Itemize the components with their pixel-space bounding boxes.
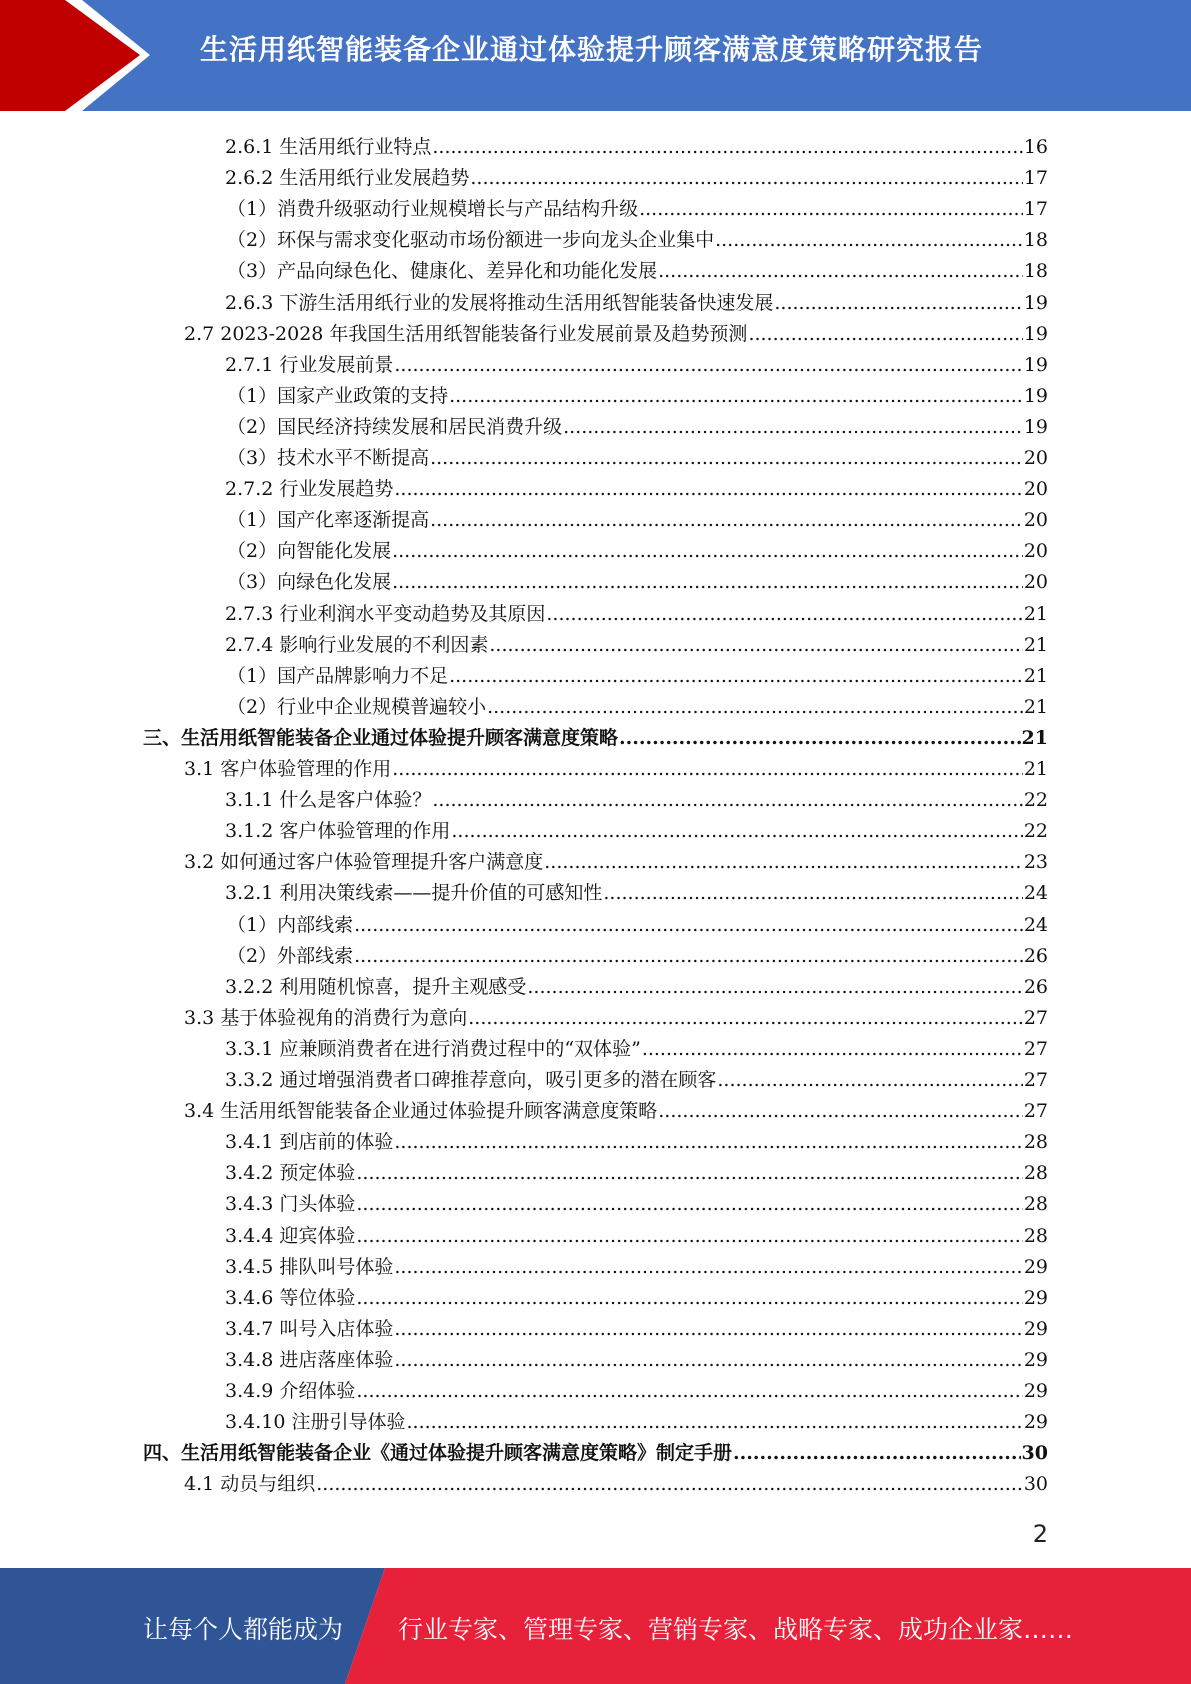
toc-leader-dots	[356, 1161, 1022, 1185]
toc-leader-dots	[394, 353, 1022, 377]
toc-entry[interactable]	[225, 626, 1048, 657]
toc-leader-dots	[356, 1379, 1022, 1403]
toc-entry-page: 23	[1023, 851, 1048, 874]
toc-entry[interactable]	[227, 937, 1048, 968]
toc-entry[interactable]	[225, 470, 1048, 501]
toc-entry-page: 29	[1023, 1286, 1048, 1309]
toc-leader-dots	[546, 602, 1022, 626]
toc-entry-label: 3.4.5 排队叫号体验	[225, 1255, 394, 1278]
toc-entry-page: 20	[1023, 478, 1048, 501]
toc-entry-label: （1）国家产业政策的支持	[227, 384, 449, 407]
toc-leader-dots	[356, 1192, 1022, 1216]
toc-entry[interactable]	[225, 1123, 1048, 1154]
toc-entry-page: 20	[1023, 540, 1048, 563]
toc-entry-label: （2）行业中企业规模普遍较小	[227, 695, 487, 718]
toc-entry-label: 2.7.3 行业利润水平变动趋势及其原因	[225, 602, 546, 625]
toc-entry-page: 29	[1023, 1411, 1048, 1434]
toc-entry-label: （2）国民经济持续发展和居民消费升级	[227, 415, 563, 438]
toc-leader-dots	[392, 757, 1023, 781]
toc-entry-page: 29	[1023, 1380, 1048, 1402]
toc-entry-label: 2.6.2 生活用纸行业发展趋势	[225, 167, 470, 190]
toc-leader-dots	[733, 1441, 1021, 1465]
toc-leader-dots	[432, 788, 1022, 812]
toc-entry-page: 30	[1021, 1442, 1048, 1465]
toc-entry-page: 27	[1023, 1069, 1048, 1091]
toc-entry-page: 21	[1023, 695, 1048, 718]
toc-entry-page: 21	[1023, 602, 1048, 625]
toc-entry-label: 3.2.1 利用决策线索——提升价值的可感知性	[225, 882, 603, 905]
toc-entry-page: 18	[1023, 229, 1048, 252]
toc-entry-page: 28	[1023, 1131, 1048, 1154]
toc-entry[interactable]	[143, 1434, 1048, 1465]
toc-entry[interactable]	[227, 688, 1048, 719]
toc-entry-label: （2）环保与需求变化驱动市场份额进一步向龙头企业集中	[227, 229, 715, 252]
toc-entry-label: （2）向智能化发展	[227, 540, 392, 563]
toc-entry-label: 3.3.1 应兼顾消费者在进行消费过程中的“双体验”	[225, 1037, 641, 1060]
toc-entry-page: 20	[1023, 509, 1048, 532]
toc-leader-dots	[449, 384, 1023, 408]
toc-entry-page: 29	[1023, 1348, 1048, 1371]
toc-leader-dots	[639, 197, 1023, 221]
toc-entry[interactable]	[225, 1372, 1048, 1403]
toc-entry-page: 22	[1023, 820, 1048, 843]
toc-entry[interactable]	[225, 874, 1048, 905]
toc-entry-label: 3.4 生活用纸智能装备企业通过体验提升顾客满意度策略	[184, 1100, 658, 1123]
toc-entry[interactable]	[225, 284, 1048, 315]
toc-entry-page: 27	[1023, 1037, 1048, 1060]
toc-entry[interactable]	[227, 439, 1048, 470]
toc-entry-page: 19	[1023, 353, 1048, 376]
toc-entry-label: 四、生活用纸智能装备企业《通过体验提升顾客满意度策略》制定手册	[143, 1442, 733, 1465]
toc-leader-dots	[717, 1068, 1022, 1092]
toc-entry[interactable]	[227, 252, 1048, 283]
toc-entry[interactable]	[227, 408, 1048, 439]
toc-leader-dots	[642, 1037, 1023, 1061]
toc-entry-page: 19	[1023, 415, 1048, 438]
toc-leader-dots	[451, 819, 1022, 843]
toc-leader-dots	[356, 1224, 1022, 1248]
toc-entry-label: （1）国产品牌影响力不足	[227, 664, 449, 687]
toc-leader-dots	[394, 477, 1022, 501]
toc-entry-label: 3.4.9 介绍体验	[225, 1380, 356, 1402]
toc-leader-dots	[432, 135, 1022, 159]
toc-entry-label: 3.3.2 通过增强消费者口碑推荐意向，吸引更多的潜在顾客	[225, 1069, 717, 1091]
toc-entry-label: （3）向绿色化发展	[227, 571, 392, 594]
toc-entry-page: 22	[1023, 789, 1048, 812]
toc-leader-dots	[394, 1130, 1022, 1154]
toc-leader-dots	[392, 570, 1023, 594]
toc-leader-dots	[748, 322, 1022, 346]
page-header	[0, 0, 1191, 111]
toc-entry-page: 19	[1023, 322, 1048, 345]
toc-entry-page: 21	[1023, 633, 1048, 656]
toc-entry-page: 24	[1023, 882, 1048, 905]
header-arrow-icon	[0, 0, 200, 111]
toc-entry-label: 3.4.6 等位体验	[225, 1286, 356, 1309]
toc-entry-label: 4.1 动员与组织	[184, 1473, 316, 1496]
toc-entry[interactable]	[225, 128, 1048, 159]
toc-entry[interactable]	[225, 595, 1048, 626]
toc-entry-label: 3.2 如何通过客户体验管理提升客户满意度	[184, 851, 544, 874]
toc-entry-label: 2.6.1 生活用纸行业特点	[225, 136, 432, 158]
toc-entry-label: 3.2.2 利用随机惊喜，提升主观感受	[225, 975, 527, 998]
toc-leader-dots	[354, 913, 1023, 937]
toc-entry-label: （1）消费升级驱动行业规模增长与产品结构升级	[227, 198, 639, 221]
toc-entry[interactable]	[227, 906, 1048, 937]
toc-entry-page: 29	[1023, 1255, 1048, 1278]
toc-entry-page: 21	[1023, 758, 1048, 780]
toc-entry-label: 3.4.2 预定体验	[225, 1162, 356, 1185]
page-footer	[0, 1568, 1191, 1684]
toc-leader-dots	[394, 1255, 1022, 1279]
toc-entry[interactable]	[184, 843, 1048, 874]
toc-entry-label: （3）产品向绿色化、健康化、差异化和功能化发展	[227, 260, 658, 283]
toc-entry-page: 16	[1023, 136, 1048, 158]
toc-entry-page: 17	[1023, 167, 1048, 190]
toc-entry-page: 21	[1021, 726, 1048, 749]
toc-entry-label: 3.4.3 门头体验	[225, 1193, 356, 1216]
toc-leader-dots	[356, 1286, 1022, 1310]
toc-leader-dots	[394, 1317, 1022, 1341]
toc-entry-label: 2.6.3 下游生活用纸行业的发展将推动生活用纸智能装备快速发展	[225, 291, 774, 314]
toc-leader-dots	[354, 944, 1023, 968]
toc-entry[interactable]	[225, 1217, 1048, 1248]
toc-entry[interactable]	[225, 1341, 1048, 1372]
toc-entry[interactable]	[184, 750, 1048, 781]
toc-leader-dots	[715, 228, 1023, 252]
toc-entry-label: 2.7 2023-2028 年我国生活用纸智能装备行业发展前景及趋势预测	[184, 322, 748, 345]
toc-leader-dots	[527, 975, 1022, 999]
toc-leader-dots	[487, 695, 1023, 719]
toc-entry-label: 3.3 基于体验视角的消费行为意向	[184, 1006, 468, 1029]
toc-entry-label: （3）技术水平不断提高	[227, 447, 430, 469]
toc-entry[interactable]	[227, 532, 1048, 563]
toc-entry-page: 28	[1023, 1224, 1048, 1247]
toc-entry-label: （2）外部线索	[227, 944, 354, 967]
toc-entry[interactable]	[227, 190, 1048, 221]
toc-entry-label: 3.1.2 客户体验管理的作用	[225, 820, 451, 843]
toc-entry-page: 20	[1023, 447, 1048, 469]
toc-entry-label: 3.1.1 什么是客户体验？	[225, 789, 432, 812]
toc-leader-dots	[449, 664, 1023, 688]
toc-entry[interactable]	[227, 221, 1048, 252]
toc-entry[interactable]	[184, 315, 1048, 346]
toc-entry-label: 2.7.1 行业发展前景	[225, 353, 394, 376]
page-number: 2	[1032, 1520, 1048, 1548]
toc-entry[interactable]	[184, 1465, 1048, 1496]
toc-entry-label: 3.4.8 进店落座体验	[225, 1348, 394, 1371]
toc-entry-label: 3.4.10 注册引导体验	[225, 1411, 406, 1434]
toc-entry-page: 28	[1023, 1162, 1048, 1185]
toc-entry[interactable]	[184, 999, 1048, 1030]
toc-entry[interactable]	[225, 346, 1048, 377]
toc-entry[interactable]	[225, 1061, 1048, 1092]
toc-entry-label: 3.4.1 到店前的体验	[225, 1131, 394, 1154]
toc-entry-label: 3.4.4 迎宾体验	[225, 1224, 356, 1247]
toc-entry-page: 24	[1023, 913, 1048, 936]
toc-entry-page: 27	[1023, 1006, 1048, 1029]
toc-leader-dots	[563, 415, 1023, 439]
toc-entry[interactable]	[227, 657, 1048, 688]
toc-entry[interactable]	[225, 1310, 1048, 1341]
toc-leader-dots	[603, 881, 1022, 905]
toc-entry-label: 3.1 客户体验管理的作用	[184, 758, 392, 780]
toc-entry[interactable]	[225, 968, 1048, 999]
toc-entry-label: 3.4.7 叫号入店体验	[225, 1317, 394, 1340]
toc-entry[interactable]	[225, 1248, 1048, 1279]
toc-entry-label: 三、生活用纸智能装备企业通过体验提升顾客满意度策略	[143, 726, 619, 749]
toc-leader-dots	[774, 291, 1022, 315]
toc-entry-page: 27	[1023, 1100, 1048, 1123]
toc-entry-page: 21	[1023, 664, 1048, 687]
toc-entry[interactable]	[225, 1185, 1048, 1216]
toc-entry-page: 19	[1023, 384, 1048, 407]
toc-leader-dots	[394, 1348, 1022, 1372]
toc-entry[interactable]	[225, 812, 1048, 843]
toc-entry[interactable]	[184, 1092, 1048, 1123]
toc-leader-dots	[489, 633, 1022, 657]
toc-leader-dots	[470, 166, 1022, 190]
toc-entry[interactable]	[225, 1403, 1048, 1434]
footer-slogan-right: 行业专家、管理专家、营销专家、战略专家、成功企业家……	[398, 1615, 1074, 1644]
toc-entry-page: 26	[1023, 944, 1048, 967]
toc-entry-label: 2.7.2 行业发展趋势	[225, 478, 394, 501]
toc-entry-page: 17	[1023, 198, 1048, 221]
toc-entry[interactable]	[225, 1279, 1048, 1310]
toc-entry[interactable]	[225, 1030, 1048, 1061]
toc-entry-label: （1）国产化率逐渐提高	[227, 509, 430, 532]
toc-entry-page: 29	[1023, 1317, 1048, 1340]
toc-entry-page: 19	[1023, 291, 1048, 314]
toc-entry-page: 26	[1023, 975, 1048, 998]
toc-leader-dots	[658, 259, 1023, 283]
toc-leader-dots	[392, 539, 1023, 563]
toc-entry[interactable]	[227, 501, 1048, 532]
toc-entry[interactable]	[227, 377, 1048, 408]
toc-leader-dots	[430, 508, 1023, 532]
toc-entry-page: 28	[1023, 1193, 1048, 1216]
report-title: 生活用纸智能装备企业通过体验提升顾客满意度策略研究报告	[200, 33, 984, 66]
toc-leader-dots	[406, 1410, 1022, 1434]
toc-entry[interactable]	[225, 781, 1048, 812]
toc-entry[interactable]	[225, 1154, 1048, 1185]
toc-entry[interactable]	[227, 563, 1048, 594]
toc-leader-dots	[658, 1099, 1023, 1123]
toc-entry-label: 2.7.4 影响行业发展的不利因素	[225, 633, 489, 656]
toc-leader-dots	[430, 446, 1023, 470]
toc-leader-dots	[544, 850, 1023, 874]
toc-entry[interactable]	[143, 719, 1048, 750]
toc-entry-page: 18	[1023, 260, 1048, 283]
toc-leader-dots	[316, 1472, 1023, 1496]
toc-leader-dots	[468, 1006, 1023, 1030]
toc-entry-page: 20	[1023, 571, 1048, 594]
footer-slogan-left: 让每个人都能成为	[143, 1615, 344, 1644]
toc-entry[interactable]	[225, 159, 1048, 190]
toc-entry-label: （1）内部线索	[227, 913, 354, 936]
toc-entry-page: 30	[1023, 1473, 1048, 1496]
toc-leader-dots	[619, 726, 1021, 750]
